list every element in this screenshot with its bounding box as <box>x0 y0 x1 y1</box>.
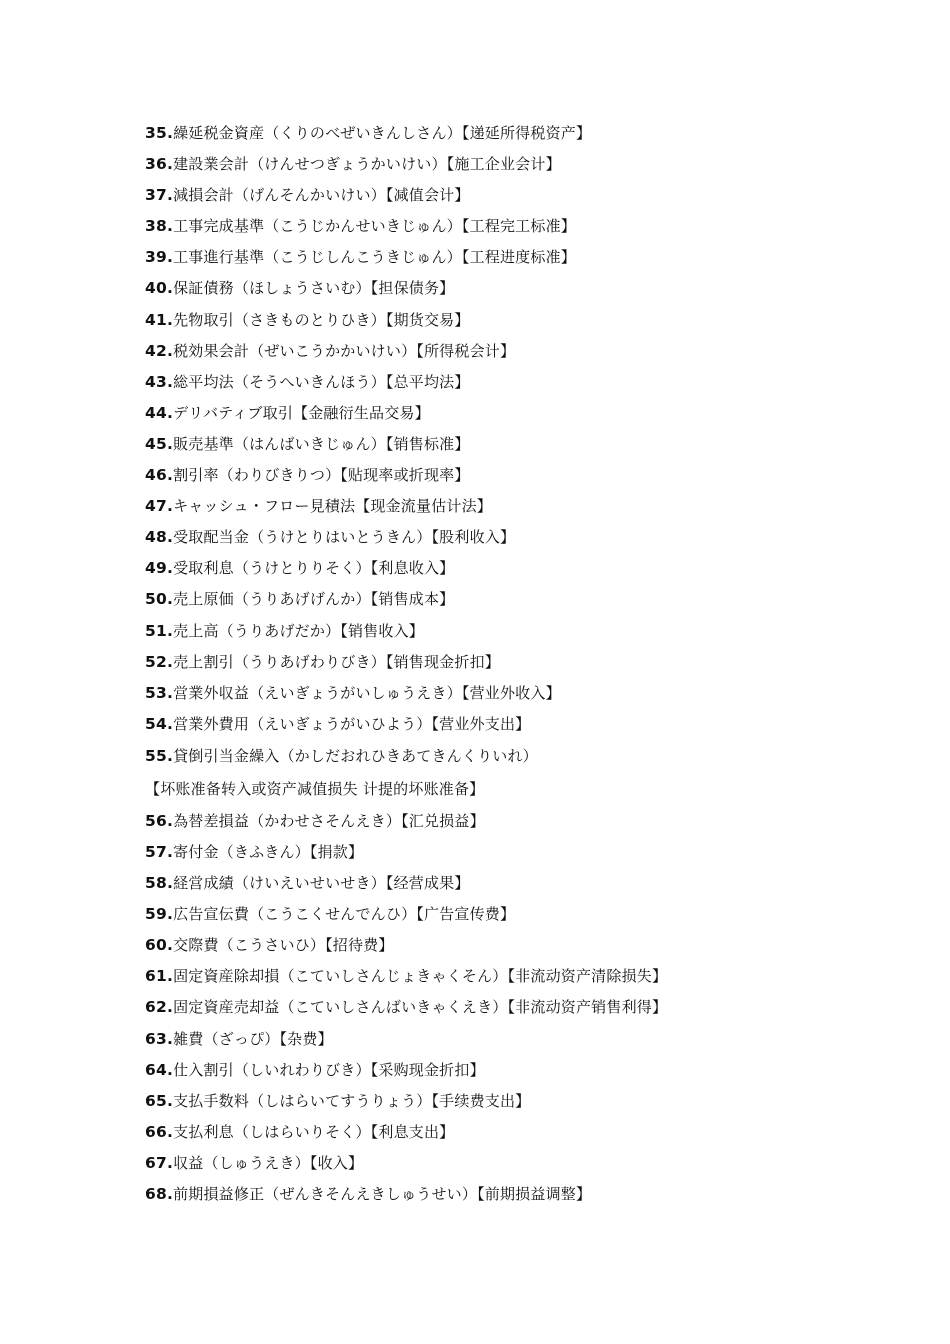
entry-number: 42. <box>145 341 174 360</box>
chinese-translation: 【递延所得税资产】 <box>461 124 592 142</box>
glossary-entry <box>145 584 925 615</box>
chinese-translation: 【工程完工标准】 <box>461 217 576 236</box>
japanese-term: 工事完成基準（こうじかんせいきじゅん） <box>173 217 462 236</box>
japanese-term: 支払手数料（しはらいてすうりょう） <box>173 1091 432 1110</box>
entry-number: 53. <box>145 683 174 702</box>
entry-number: 65. <box>145 1091 174 1110</box>
entry-number: 45. <box>145 434 174 453</box>
entry-number: 35. <box>145 124 174 142</box>
japanese-term: 減損会計（げんそんかいけい） <box>173 186 386 205</box>
glossary-entry <box>145 1086 925 1117</box>
chinese-translation: 【非流动资产销售利得】 <box>507 998 668 1017</box>
japanese-term: 支払利息（しはらいりそく） <box>173 1122 371 1141</box>
glossary-entry <box>145 1148 925 1179</box>
japanese-term: 経営成績（けいえいせいせき） <box>173 874 386 893</box>
entry-number: 52. <box>145 652 174 671</box>
glossary-entry <box>145 305 925 336</box>
entry-number: 47. <box>145 497 174 516</box>
japanese-term: 販売基準（はんばいきじゅん） <box>173 434 386 453</box>
chinese-translation: 【总平均法】 <box>385 372 470 391</box>
chinese-translation: 【坏账准备转入或资产减值损失 计提的坏账准备】 <box>145 779 485 798</box>
japanese-term: 固定資産売却益（こていしさんばいきゃくえき） <box>173 998 508 1017</box>
chinese-translation: 【施工企业会计】 <box>446 155 561 174</box>
glossary-entry <box>145 242 925 273</box>
japanese-term: 受取利息（うけとりりそく） <box>173 559 371 578</box>
chinese-translation: 【利息支出】 <box>370 1122 455 1141</box>
japanese-term: 工事進行基準（こうじしんこうきじゅん） <box>173 248 462 267</box>
entry-number: 51. <box>145 621 174 640</box>
entry-number: 48. <box>145 528 174 547</box>
glossary-entry <box>145 273 925 304</box>
entry-number: 54. <box>145 714 174 733</box>
glossary-entry <box>145 899 925 930</box>
entry-number: 44. <box>145 403 174 422</box>
chinese-translation: 【销售标准】 <box>385 434 470 453</box>
japanese-term: 繰延税金資産（くりのべぜいきんしさん） <box>173 124 462 142</box>
japanese-term: キャッシュ・フロー見積法 <box>173 497 356 516</box>
glossary-entry <box>145 553 925 584</box>
entry-number: 41. <box>145 310 174 329</box>
glossary-entry <box>145 616 925 647</box>
glossary-entry <box>145 709 925 740</box>
glossary-entry <box>145 930 925 961</box>
japanese-term: 為替差損益（かわせさそんえき） <box>173 811 402 830</box>
chinese-translation: 【减值会计】 <box>385 186 470 205</box>
japanese-term: 仕入割引（しいれわりびき） <box>173 1060 371 1079</box>
glossary-entry <box>145 211 925 242</box>
japanese-term: 収益（しゅうえき） <box>173 1153 310 1172</box>
glossary-entry <box>145 180 925 211</box>
glossary-entry <box>145 1055 925 1086</box>
chinese-translation: 【经营成果】 <box>385 874 470 893</box>
glossary-entry <box>145 118 925 149</box>
chinese-translation: 【营业外收入】 <box>461 683 561 702</box>
japanese-term: 広告宣伝費（こうこくせんでんひ） <box>173 905 417 924</box>
japanese-term: 固定資産除却損（こていしさんじょきゃくそん） <box>173 967 508 986</box>
chinese-translation: 【非流动资产清除损失】 <box>507 967 668 986</box>
entry-number: 58. <box>145 874 174 893</box>
japanese-term: 前期損益修正（ぜんきそんえきしゅうせい） <box>173 1185 478 1203</box>
japanese-term: 売上原価（うりあげげんか） <box>173 590 371 609</box>
chinese-translation: 【收入】 <box>309 1153 364 1172</box>
entry-number: 62. <box>145 998 174 1017</box>
glossary-entry <box>145 992 925 1023</box>
glossary-entry <box>145 336 925 367</box>
chinese-translation: 【股利收入】 <box>431 528 516 547</box>
glossary-entry <box>145 1179 925 1210</box>
chinese-translation: 【金融衍生品交易】 <box>293 403 430 422</box>
japanese-term: 建設業会計（けんせつぎょうかいけい） <box>173 155 447 174</box>
japanese-term: 売上高（うりあげだか） <box>173 621 341 640</box>
chinese-translation: 【手续费支出】 <box>431 1091 531 1110</box>
entry-number: 66. <box>145 1122 174 1141</box>
chinese-translation: 【利息收入】 <box>370 559 455 578</box>
entry-number: 64. <box>145 1060 174 1079</box>
chinese-translation: 【贴现率或折现率】 <box>340 466 470 485</box>
japanese-term: 割引率（わりびきりつ） <box>173 466 341 485</box>
glossary-entry <box>145 868 925 899</box>
japanese-term: 受取配当金（うけとりはいとうきん） <box>173 528 432 547</box>
entry-number: 55. <box>145 746 174 765</box>
glossary-entry <box>145 1024 925 1055</box>
japanese-term: 貸倒引当金繰入（かしだおれひきあてきんくりいれ） <box>173 746 538 765</box>
entry-number: 40. <box>145 279 174 298</box>
entry-number: 59. <box>145 905 174 924</box>
japanese-term: 営業外収益（えいぎょうがいしゅうえき） <box>173 683 462 702</box>
glossary-entry <box>145 522 925 553</box>
entry-number: 46. <box>145 466 174 485</box>
glossary-entry <box>145 1117 925 1148</box>
chinese-translation: 【销售现金折扣】 <box>385 652 500 671</box>
entry-number: 56. <box>145 811 174 830</box>
chinese-translation: 【采购现金折扣】 <box>370 1060 485 1079</box>
japanese-term: 保証債務（ほしょうさいむ） <box>173 279 371 298</box>
glossary-list <box>145 118 925 1210</box>
glossary-entry <box>145 149 925 180</box>
chinese-translation: 【广告宣传费】 <box>416 905 516 924</box>
entry-number: 60. <box>145 936 174 955</box>
chinese-translation: 【杂费】 <box>279 1029 333 1048</box>
entry-number: 37. <box>145 186 174 205</box>
glossary-entry <box>145 837 925 868</box>
japanese-term: 総平均法（そうへいきんほう） <box>173 372 386 391</box>
entry-number: 61. <box>145 967 174 986</box>
glossary-entry <box>145 773 925 806</box>
japanese-term: デリバティブ取引 <box>173 403 294 422</box>
chinese-translation: 【营业外支出】 <box>431 714 531 733</box>
entry-number: 68. <box>145 1185 174 1203</box>
glossary-entry <box>145 367 925 398</box>
chinese-translation: 【销售成本】 <box>370 590 455 609</box>
japanese-term: 先物取引（さきものとりひき） <box>173 310 386 329</box>
glossary-entry <box>145 961 925 992</box>
entry-number: 38. <box>145 217 174 236</box>
chinese-translation: 【招待费】 <box>325 936 394 955</box>
chinese-translation: 【工程进度标准】 <box>461 248 576 267</box>
chinese-translation: 【汇兑损益】 <box>401 811 485 830</box>
entry-number: 50. <box>145 590 174 609</box>
japanese-term: 税効果会計（ぜいこうかかいけい） <box>173 341 417 360</box>
entry-number: 36. <box>145 155 174 174</box>
glossary-entry <box>145 429 925 460</box>
glossary-entry <box>145 740 925 773</box>
chinese-translation: 【期货交易】 <box>385 310 470 329</box>
chinese-translation: 【前期损益调整】 <box>477 1185 592 1203</box>
chinese-translation: 【所得税会计】 <box>416 341 516 360</box>
chinese-translation: 【销售收入】 <box>340 621 424 640</box>
entry-number: 63. <box>145 1029 174 1048</box>
glossary-entry <box>145 806 925 837</box>
japanese-term: 売上割引（うりあげわりびき） <box>173 652 386 671</box>
japanese-term: 営業外費用（えいぎょうがいひよう） <box>173 714 432 733</box>
japanese-term: 寄付金（きふきん） <box>173 842 310 861</box>
entry-number: 39. <box>145 248 174 267</box>
glossary-entry <box>145 460 925 491</box>
chinese-translation: 【担保债务】 <box>370 279 455 298</box>
entry-number: 67. <box>145 1153 174 1172</box>
japanese-term: 雑費（ざっぴ） <box>173 1029 280 1048</box>
entry-number: 43. <box>145 372 174 391</box>
entry-number: 57. <box>145 842 174 861</box>
glossary-entry <box>145 398 925 429</box>
glossary-entry <box>145 678 925 709</box>
chinese-translation: 【现金流量估计法】 <box>355 497 492 516</box>
glossary-entry <box>145 491 925 522</box>
chinese-translation: 【捐款】 <box>309 842 364 861</box>
japanese-term: 交際費（こうさいひ） <box>173 936 326 955</box>
glossary-entry <box>145 647 925 678</box>
entry-number: 49. <box>145 559 174 578</box>
